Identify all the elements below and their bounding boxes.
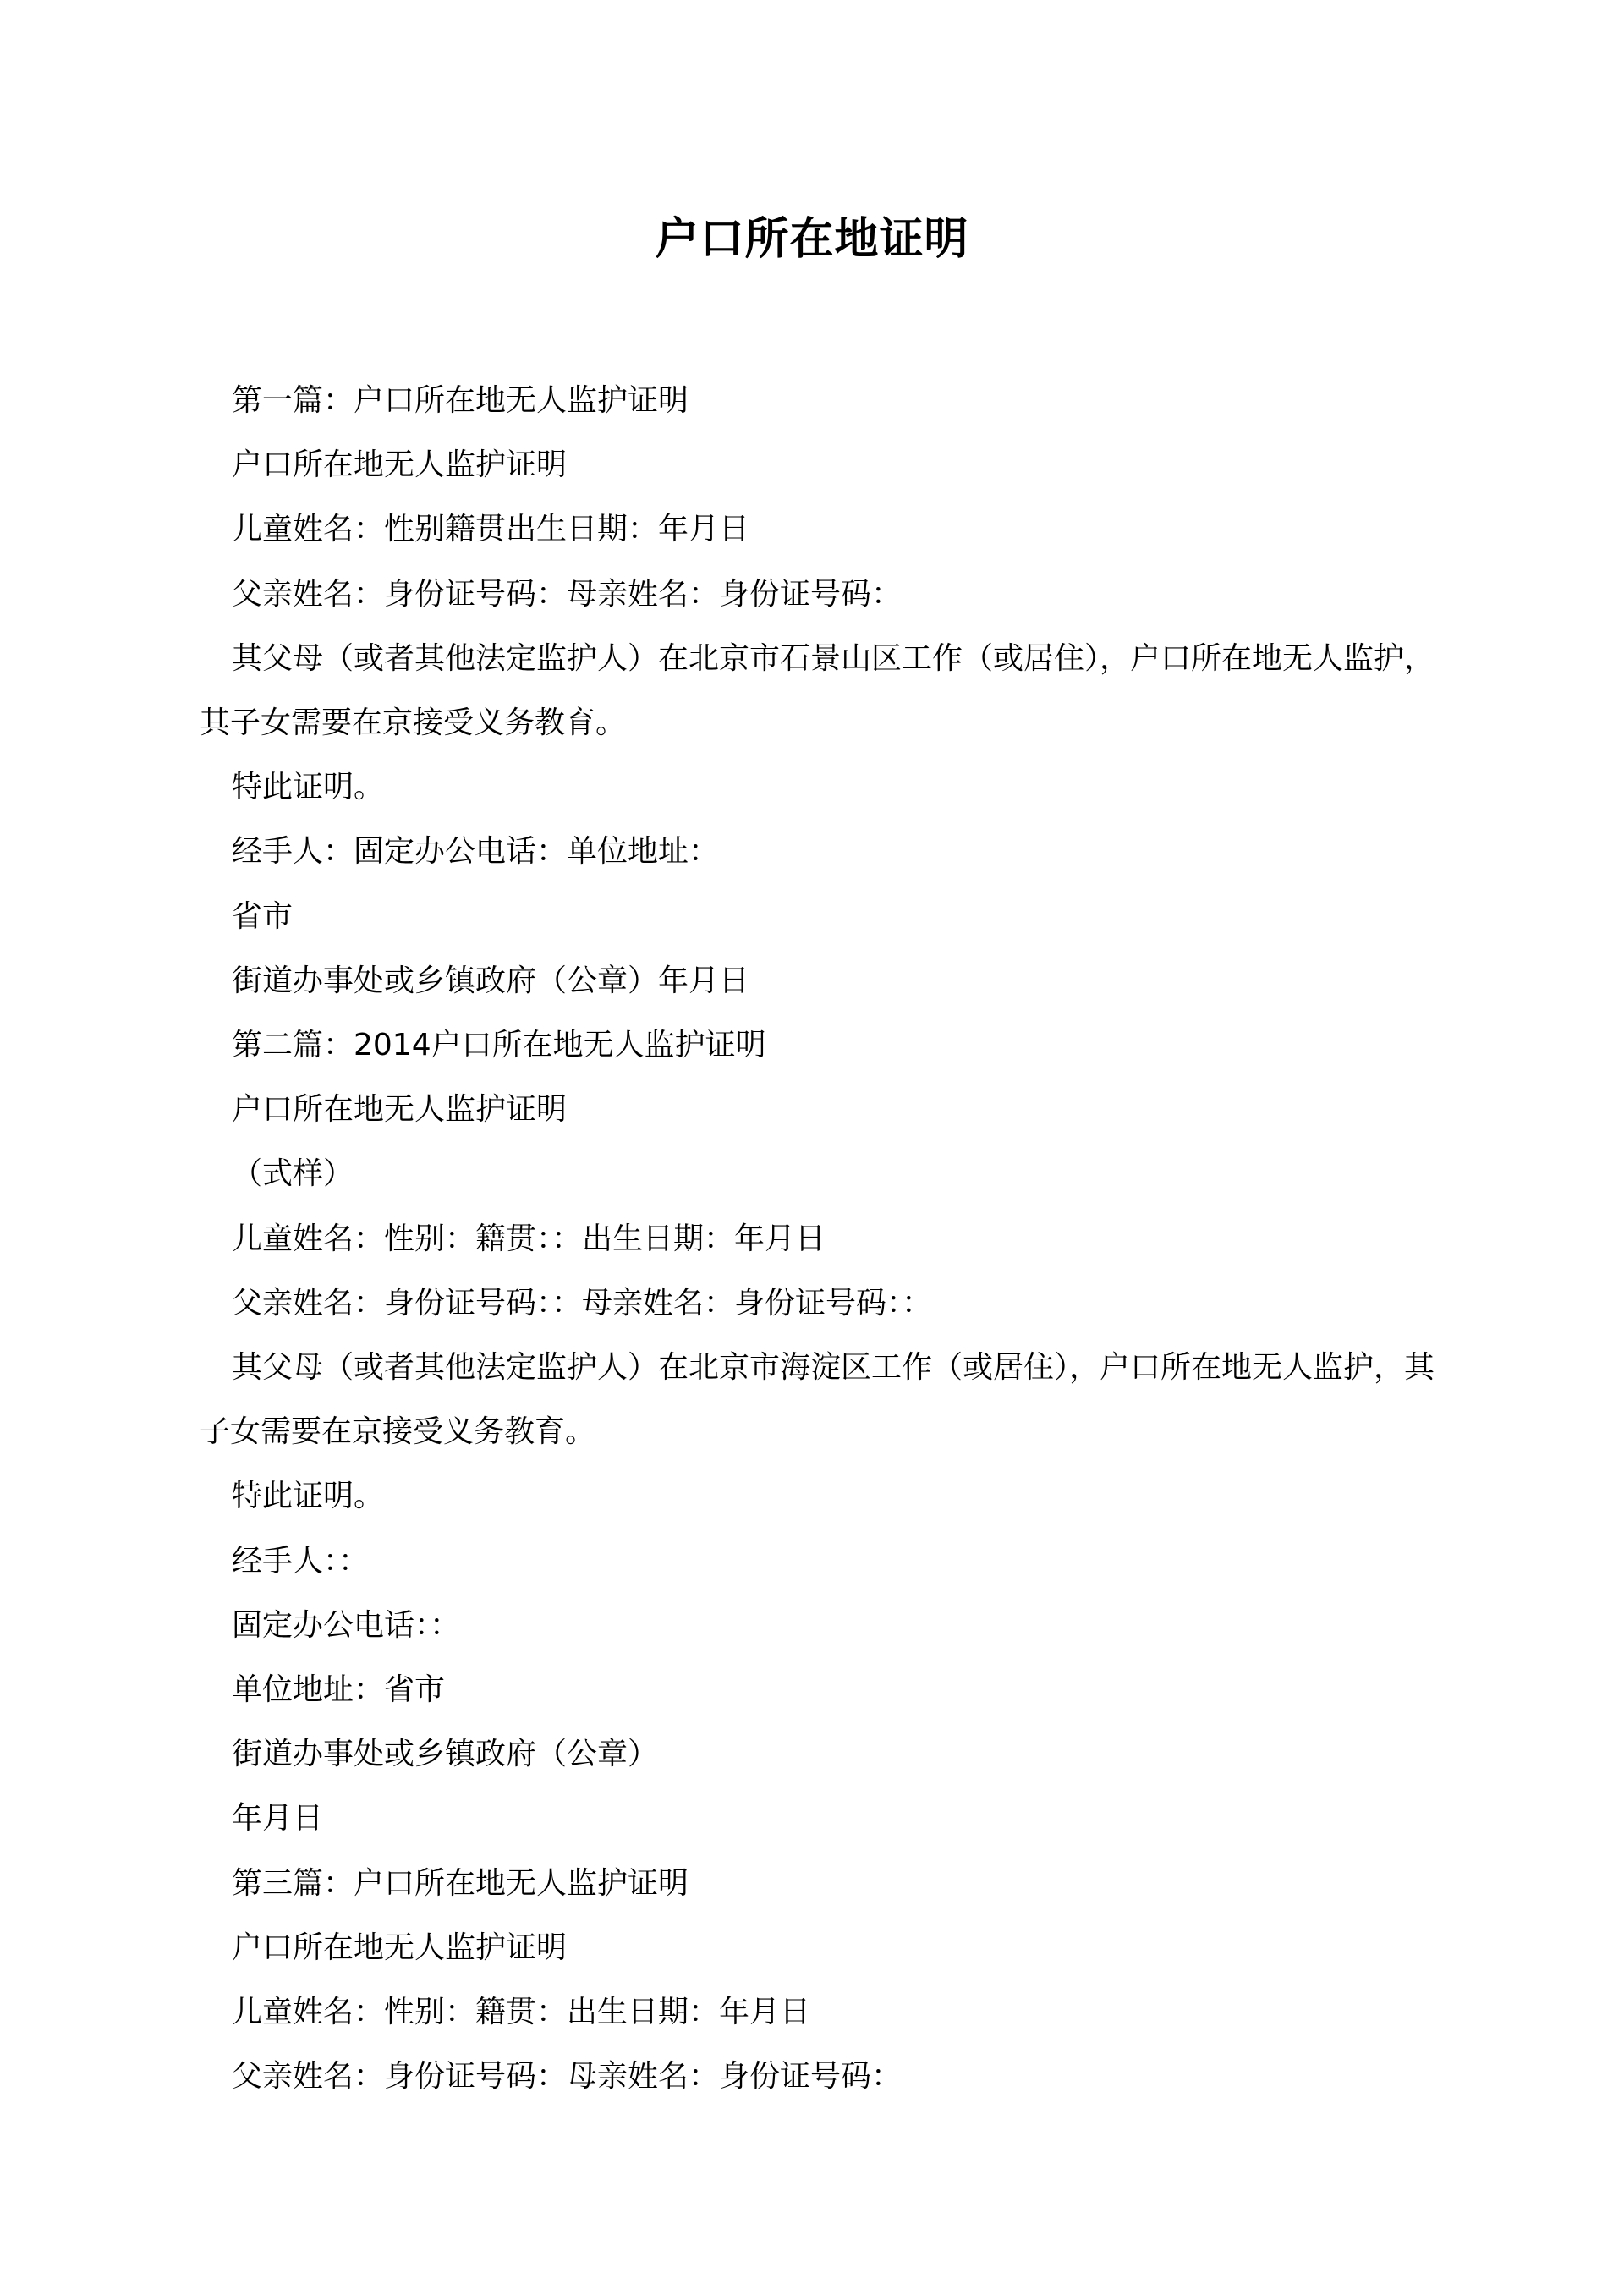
paragraph: 年月日 xyxy=(232,1801,324,1837)
paragraph: 其父母（或者其他法定监护人）在北京市海淀区工作（或居住），户口所在地无人监护，其子女需要在京接受义务教育。 xyxy=(200,1350,1435,1450)
document-title: 户口所在地证明 xyxy=(655,214,969,265)
paragraph: 父亲姓名：身份证号码：母亲姓名：身份证号码： xyxy=(232,576,903,612)
section-heading-2: 第二篇：2014户口所在地无人监护证明 xyxy=(232,1028,766,1063)
document-body xyxy=(200,369,1443,2109)
paragraph: 省市 xyxy=(232,898,294,934)
paragraph: 户口所在地无人监护证明 xyxy=(232,447,568,483)
paragraph: 经手人：： xyxy=(232,1543,370,1578)
paragraph: 其父母（或者其他法定监护人）在北京市石景山区工作（或居住），户口所在地无人监护，其子女需要在京接受义务教育。 xyxy=(200,640,1435,741)
section-heading-3: 第三篇：户口所在地无人监护证明 xyxy=(232,1865,689,1901)
paragraph: 父亲姓名：身份证号码：：母亲姓名：身份证号码：： xyxy=(232,1285,933,1320)
section-heading-1: 第一篇：户口所在地无人监护证明 xyxy=(232,383,689,418)
paragraph: 单位地址：省市 xyxy=(232,1672,446,1708)
paragraph: 特此证明。 xyxy=(232,1479,385,1514)
paragraph: （式样） xyxy=(232,1156,354,1192)
paragraph: 街道办事处或乡镇政府（公章） xyxy=(232,1737,659,1772)
paragraph: 经手人：固定办公电话：单位地址： xyxy=(232,834,720,870)
paragraph: 固定办公电话：： xyxy=(232,1607,461,1643)
paragraph: 儿童姓名：性别：籍贯：：出生日期：年月日 xyxy=(232,1221,826,1256)
paragraph: 户口所在地无人监护证明 xyxy=(232,1092,568,1128)
paragraph: 儿童姓名：性别：籍贯：出生日期：年月日 xyxy=(232,1995,811,2030)
paragraph: 街道办事处或乡镇政府（公章）年月日 xyxy=(232,963,750,998)
paragraph: 儿童姓名：性别籍贯出生日期：年月日 xyxy=(232,512,750,547)
paragraph: 户口所在地无人监护证明 xyxy=(232,1930,568,1965)
paragraph: 父亲姓名：身份证号码：母亲姓名：身份证号码： xyxy=(232,2059,903,2095)
paragraph: 特此证明。 xyxy=(232,770,385,805)
